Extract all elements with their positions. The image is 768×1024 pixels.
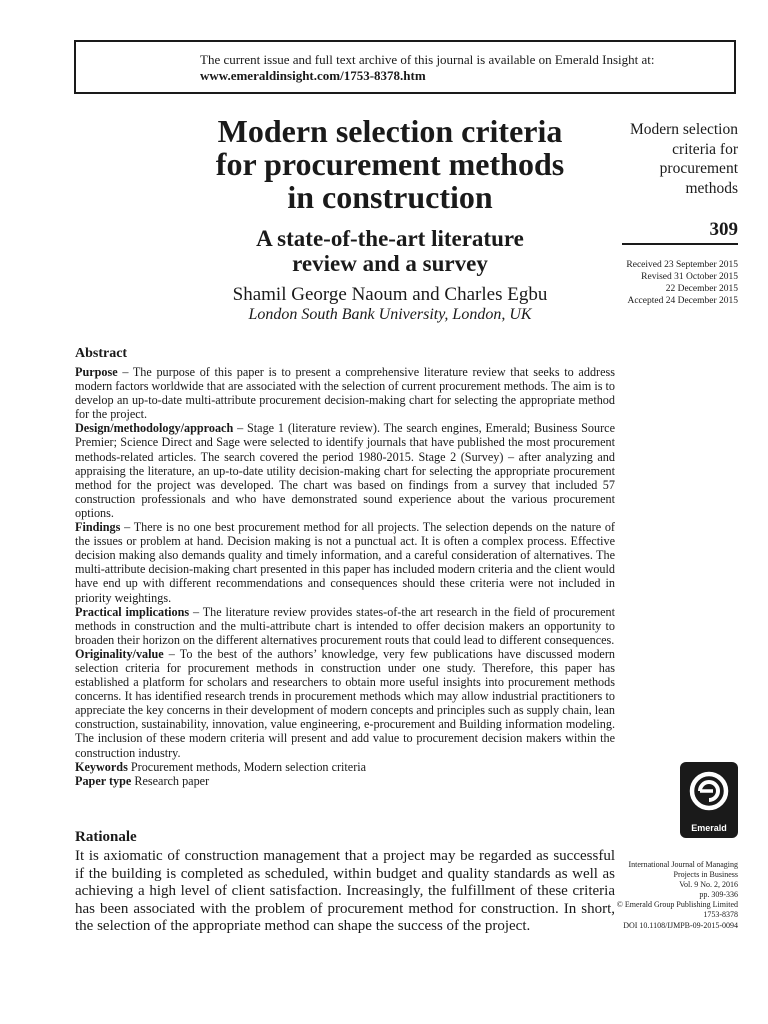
originality-label: Originality/value xyxy=(75,646,164,661)
abstract-design xyxy=(75,421,615,520)
abstract-keywords xyxy=(75,760,615,774)
journal-name-line: Projects in Business xyxy=(673,870,738,880)
running-head xyxy=(596,120,738,198)
abstract-findings xyxy=(75,520,615,605)
article-title xyxy=(120,115,660,214)
affiliation: London South Bank University, London, UK xyxy=(248,306,532,323)
page-number: 309 xyxy=(709,219,738,240)
title-line: in construction xyxy=(287,179,493,215)
accepted-date: Accepted 24 December 2015 xyxy=(627,296,738,306)
journal-volume: Vol. 9 No. 2, 2016 xyxy=(679,880,738,890)
submission-dates xyxy=(600,259,738,307)
practical-text: – The literature review provides states-of-the art research in the field of procurement methods in construction and the multi-attribute chart is intended to offer decision makers an opportunity to broaden their horizon on the different alternatives procurement routs that could lead to different consequences. xyxy=(75,604,615,647)
received-date: Received 23 September 2015 xyxy=(626,260,738,270)
running-head-line: methods xyxy=(685,179,738,197)
subtitle-line: review and a survey xyxy=(292,251,488,276)
journal-pages: pp. 309-336 xyxy=(699,890,738,900)
page-number-rule xyxy=(622,243,738,245)
abstract-section xyxy=(75,345,615,788)
running-head-line: criteria for xyxy=(672,140,738,158)
title-line: for procurement methods xyxy=(215,146,565,182)
journal-doi[interactable]: DOI 10.1108/IJMPB-09-2015-0094 xyxy=(623,920,738,930)
journal-name-line: International Journal of Managing xyxy=(628,860,738,869)
abstract-paper-type xyxy=(75,774,615,788)
abstract-purpose xyxy=(75,365,615,421)
running-head-line: procurement xyxy=(659,160,738,177)
design-text: – Stage 1 (literature review). The search engines, Emerald; Business Source Premier; Science Direct and Sage were selected to identify journals that have published the most procurement methods-related articles. The search covered the period 1980-2015. Stage 2 (Survey) – after analyzing and appraising the literature, an up-to-date utility decision-making chart for selecting the appropriate procurement method for the project was developed. The chart was based on findings from a survey that included 57 construction professionals and who have demonstrated sound experience about the various procurement options. xyxy=(75,421,615,520)
abstract-originality xyxy=(75,647,615,760)
notice-text: The current issue and full text archive of this journal is available on Emerald Insight at: xyxy=(200,52,655,67)
article-subtitle xyxy=(120,226,660,276)
paper-type-label: Paper type xyxy=(75,773,132,788)
emerald-logo xyxy=(680,762,738,838)
rationale-heading: Rationale xyxy=(75,829,137,845)
purpose-text: – The purpose of this paper is to present a comprehensive literature review that seeks to address modern factors worldwide that are associated with the selection of current procurement methods. The aim is to develop an up-to-date multi-attribute procurement decision-making chart for selecting the appropriate method for the project. xyxy=(75,365,615,422)
journal-availability-notice xyxy=(74,40,736,94)
title-line: Modern selection criteria xyxy=(217,113,563,149)
practical-label: Practical implications xyxy=(75,604,190,619)
keywords-text: Procurement methods, Modern selection criteria xyxy=(127,759,367,774)
purpose-label: Purpose xyxy=(75,365,118,379)
keywords-label: Keywords xyxy=(75,759,128,774)
journal-url-link[interactable]: www.emeraldinsight.com/1753-8378.htm xyxy=(200,68,426,83)
rationale-body: It is axiomatic of construction management that a project may be regarded as successful if the building is completed as scheduled, within budget and quality standards as well as achieving a high level of client satisfaction. Increasingly, the fulfillment of these criteria has been associated with the problem of procurement method for construction. In short, the selection of the appropriate method can shape the success of the project. xyxy=(75,848,615,935)
originality-text: – To the best of the authors’ knowledge, very few publications have discussed modern selection criteria for procurement methods in construction under one study. Therefore, this paper has established a platform for scholars and researchers to obtain more useful insights into procurement methods concerns. It has identified research trends in procurement methods which may allow industrial practitioners to appreciate the key concerns in their development of modern concepts and principles such as supply chain, lean construction, sustainability, innovation, value engineering, e-procurement and Building information modeling. The inclusion of these modern criteria will present and add value to procurement decision makers within the construction industry. xyxy=(75,646,615,760)
authors: Shamil George Naoum and Charles Egbu xyxy=(232,284,548,305)
abstract-heading: Abstract xyxy=(75,346,128,361)
journal-info xyxy=(596,860,738,931)
emerald-logo-text: Emerald xyxy=(691,823,727,833)
findings-text: – There is no one best procurement method for all projects. The selection depends on the nature of the issues or problem at hand. Decision making is not a punctual act. It is often a complex process. Effective decision making also demands quality and timely information, and a careful consideration of alternatives. The multi-attribute decision-making chart presented in this paper has included modern criteria and the client would have end up with different recommendations and consequences should these criteria were not included in priority weightings. xyxy=(75,520,615,605)
paper-type-text: Research paper xyxy=(131,773,210,788)
design-label: Design/methodology/approach xyxy=(75,421,234,436)
title-block xyxy=(120,115,660,324)
emerald-logo-icon xyxy=(689,769,729,817)
journal-copyright: © Emerald Group Publishing Limited xyxy=(616,900,738,910)
running-head-line: Modern selection xyxy=(629,121,738,138)
revised-date-2: 22 December 2015 xyxy=(665,284,738,294)
rationale-section xyxy=(75,828,615,936)
subtitle-line: A state-of-the-art literature xyxy=(256,226,524,251)
revised-date: Revised 31 October 2015 xyxy=(641,272,738,282)
findings-label: Findings xyxy=(75,520,121,535)
abstract-practical xyxy=(75,605,615,647)
journal-issn: 1753-8378 xyxy=(703,910,738,920)
